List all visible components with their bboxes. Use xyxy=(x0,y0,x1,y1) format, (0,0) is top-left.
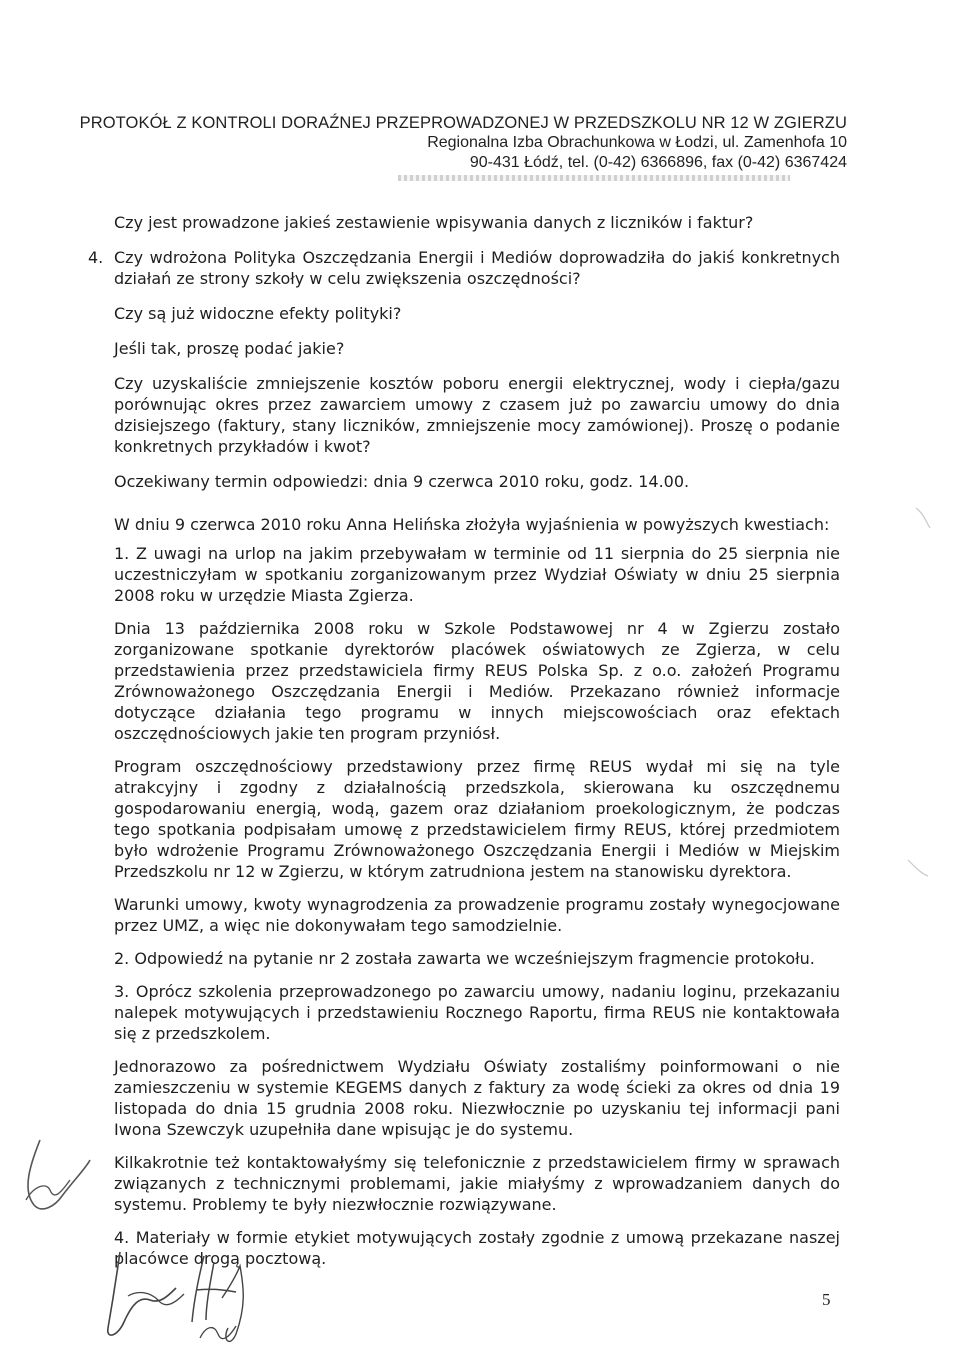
answer-2: 2. Odpowiedź na pytanie nr 2 została zawarta we wcześniejszym fragmencie protokołu. xyxy=(114,949,815,968)
answer-1: 1. Z uwagi na urlop na jakim przebywałam w terminie od 11 sierpnia do 25 sierpnia nie uczestniczyłam w spotkaniu zorganizowanym przez Wydział Oświaty w dniu 25 sierpnia 2008 roku w urzędzie Miasta Zgierza. xyxy=(114,544,840,605)
question-zestawienie: Czy jest prowadzone jakieś zestawienie wpisywania danych z liczników i faktur? xyxy=(114,213,754,232)
answer-3-once: Jednorazowo za pośrednictwem Wydziału Oświaty zostaliśmy poinformowani o nie zamieszczeniu w systemie KEGEMS danych z faktury za wodę ścieki za okres od dnia 19 listopada do dnia 15 grudnia 2008 roku. Niezwłocznie po uzyskaniu tej informacji pani Iwona Szewczyk uzupełniła dane wpisując je do systemu. xyxy=(114,1057,840,1139)
question-efekty: Czy są już widoczne efekty polityki? xyxy=(114,304,402,323)
header-title: PROTOKÓŁ Z KONTROLI DORAŹNEJ PRZEPROWADZONEJ W PRZEDSZKOLU NR 12 W ZGIERZU xyxy=(79,114,847,132)
answer-4: 4. Materiały w formie etykiet motywujących zostały zgodnie z umową przekazane naszej placówce drogą pocztową. xyxy=(114,1228,840,1268)
header-address: 90-431 Łódź, tel. (0-42) 6366896, fax (0-42) 6367424 xyxy=(469,154,847,171)
answer-1-meeting: Dnia 13 października 2008 roku w Szkole Podstawowej nr 4 w Zgierzu zostało zorganizowane spotkanie dyrektorów placówek oświatowych ze Zgierza, w celu przedstawienia przez przedstawiciela firmy REUS Polska Sp. z o.o. założeń Programu Zrównoważonego Oszczędzania Energii i Mediów. Przekazano również informacje dotyczące działania tego programu w innych miejscowościach oraz efektach oszczędnościowych jakie ten program przyniósł. xyxy=(114,619,840,743)
question-4-number: 4. xyxy=(88,248,104,267)
header-institution: Regionalna Izba Obrachunkowa w Łodzi, ul. Zamenhofa 10 xyxy=(427,134,847,151)
deadline: Oczekiwany termin odpowiedzi: dnia 9 czerwca 2010 roku, godz. 14.00. xyxy=(114,472,690,491)
explanation-intro: W dniu 9 czerwca 2010 roku Anna Helińska złożyła wyjaśnienia w powyższych kwestiach: xyxy=(114,515,830,534)
answer-1-program: Program oszczędnościowy przedstawiony przez firmę REUS wydał mi się na tyle atrakcyjny i zgodny z działalnością przedszkola, skierowana ku oszczędnemu gospodarowaniu energią, wodą, gazem oraz działaniom proekologicznym, że podczas tego spotkania podpisałam umowę z przedstawicielem firmy REUS, której przedmiotem było wdrożenie Programu Zrównoważonego Oszczędzania Energii i Mediów w Miejskim Przedszkolu nr 12 w Zgierzu, w którym zatrudniona jestem na stanowisku dyrektora. xyxy=(114,757,840,881)
answer-3: 3. Oprócz szkolenia przeprowadzonego po zawarciu umowy, nadaniu loginu, przekazaniu nalepek motywujących i przedstawieniu Rocznego Raportu, firma REUS nie kontaktowała się z przedszkolem. xyxy=(114,982,840,1043)
page-number: 5 xyxy=(822,1290,831,1309)
answer-1-terms: Warunki umowy, kwoty wynagrodzenia za prowadzenie programu zostały wynegocjowane przez UMZ, a więc nie dokonywałam tego samodzielnie. xyxy=(114,895,840,935)
edge-mark-icon xyxy=(896,850,936,890)
question-koszty: Czy uzyskaliście zmniejszenie kosztów poboru energii elektrycznej, wody i ciepła/gazu porównując okres przez zawarciem umowy z czasem już po zawarciu umowy do dnia dzisiejszego (faktury, stany liczników, zmniejszenie mocy zamówionej). Proszę o podanie konkretnych przykładów i kwot? xyxy=(114,374,840,456)
question-jesli: Jeśli tak, proszę podać jakie? xyxy=(114,339,345,358)
question-4-text: Czy wdrożona Polityka Oszczędzania Energii i Mediów doprowadziła do jakiś konkretnych działań ze strony szkoły w celu zwiększenia oszczędności? xyxy=(114,248,840,288)
edge-mark-icon xyxy=(900,500,940,540)
answer-3-contacts: Kilkakrotnie też kontaktowałyśmy się telefonicznie z przedstawicielem firmy w sprawach związanych z technicznymi problemami, jakie miałyśmy z wprowadzaniem danych do systemu. Problemy te były niezwłocznie rozwiązywane. xyxy=(114,1153,840,1214)
